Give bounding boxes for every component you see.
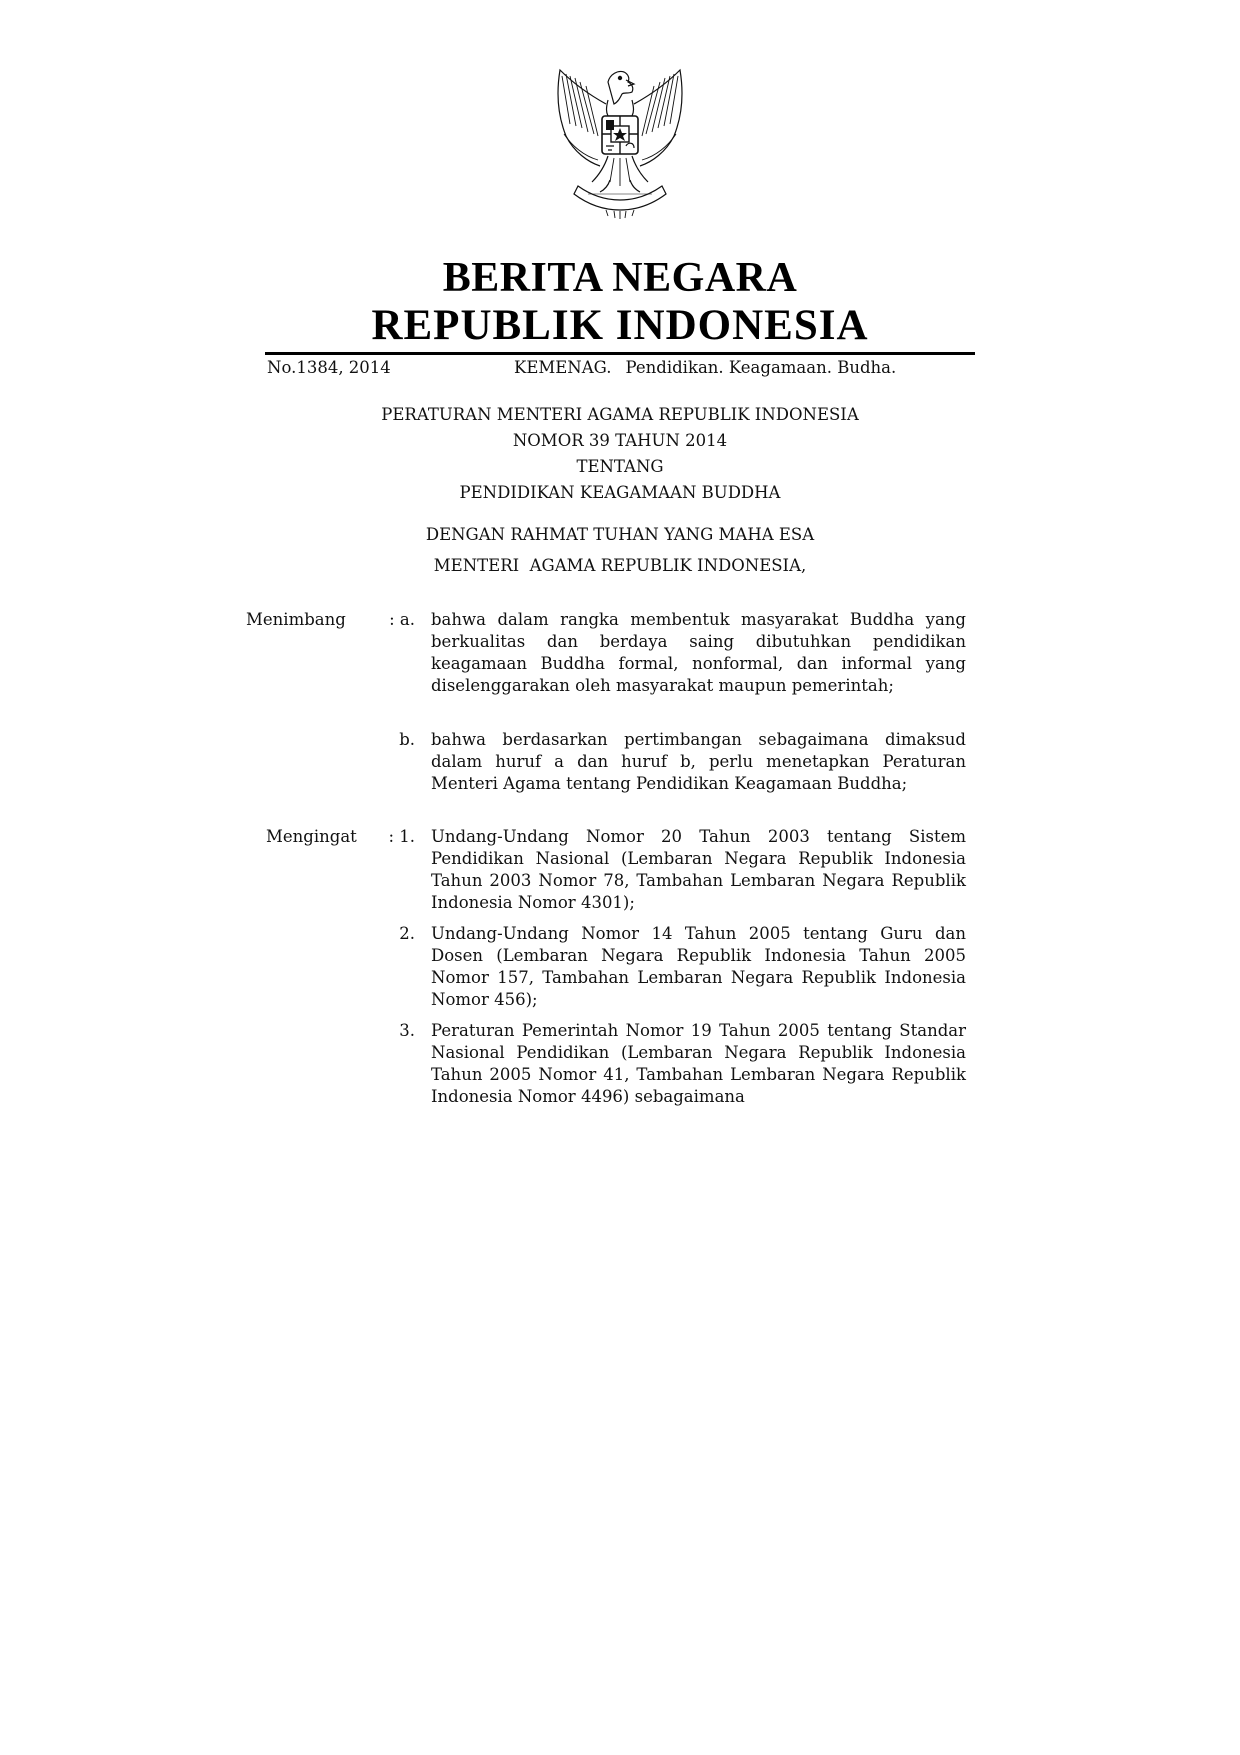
menimbang-marker-b: b. [399, 730, 415, 749]
ministry-code: KEMENAG. [514, 358, 612, 377]
mengingat-marker-3: 3. [399, 1021, 415, 1040]
menimbang-label: Menimbang [246, 610, 346, 629]
regulation-number: NOMOR 39 TAHUN 2014 [512, 431, 728, 450]
mengingat-marker-2: 2. [399, 924, 415, 943]
menimbang-item-a: bahwa dalam rangka membentuk masyarakat Buddha yang berkualitas dan berdaya saing dibutuhkan pendidikan keagamaan Buddha formal, nonformal, dan informal yang diselenggarakan oleh masyarakat maupun pemerintah; [431, 610, 966, 695]
garuda-emblem-icon [548, 64, 692, 220]
masthead-subtitle: REPUBLIK INDONESIA [371, 302, 869, 349]
mengingat-item-3: Peraturan Pemerintah Nomor 19 Tahun 2005 tentang Standar Nasional Pendidikan (Lembaran Negara Republik Indonesia Tahun 2005 Nomor 41, Tambahan Lembaran Negara Republik Indonesia Nomor 4496) sebagaimana [431, 1021, 966, 1106]
masthead-divider [265, 352, 975, 355]
mengingat-item-2: Undang-Undang Nomor 14 Tahun 2005 tentang Guru dan Dosen (Lembaran Negara Republik Indonesia Tahun 2005 Nomor 157, Tambahan Lembaran Negara Republik Indonesia Nomor 456); [431, 924, 966, 1009]
gazette-subject: Pendidikan. Keagamaan. Budha. [625, 358, 897, 377]
regulation-title: PERATURAN MENTERI AGAMA REPUBLIK INDONESIA [381, 405, 859, 424]
menimbang-marker-a: : a. [389, 610, 415, 629]
gazette-category [514, 357, 906, 379]
mengingat-marker-1: : 1. [388, 827, 415, 846]
regulation-authority: MENTERI AGAMA REPUBLIK INDONESIA, [433, 556, 807, 575]
gazette-number: No.1384, 2014 [267, 358, 391, 377]
mengingat-item-1: Undang-Undang Nomor 20 Tahun 2003 tentang Sistem Pendidikan Nasional (Lembaran Negara Republik Indonesia Tahun 2003 Nomor 78, Tambahan Lembaran Negara Republik Indonesia Nomor 4301); [431, 827, 966, 912]
menimbang-item-b: bahwa berdasarkan pertimbangan sebagaimana dimaksud dalam huruf a dan huruf b, perlu menetapkan Peraturan Menteri Agama tentang Pendidikan Keagamaan Buddha; [431, 730, 966, 793]
masthead-title: BERITA NEGARA [442, 255, 798, 301]
regulation-invocation: DENGAN RAHMAT TUHAN YANG MAHA ESA [425, 525, 815, 544]
regulation-about: TENTANG [576, 457, 664, 476]
mengingat-label: Mengingat [266, 827, 357, 846]
regulation-subject: PENDIDIKAN KEAGAMAAN BUDDHA [459, 483, 781, 502]
